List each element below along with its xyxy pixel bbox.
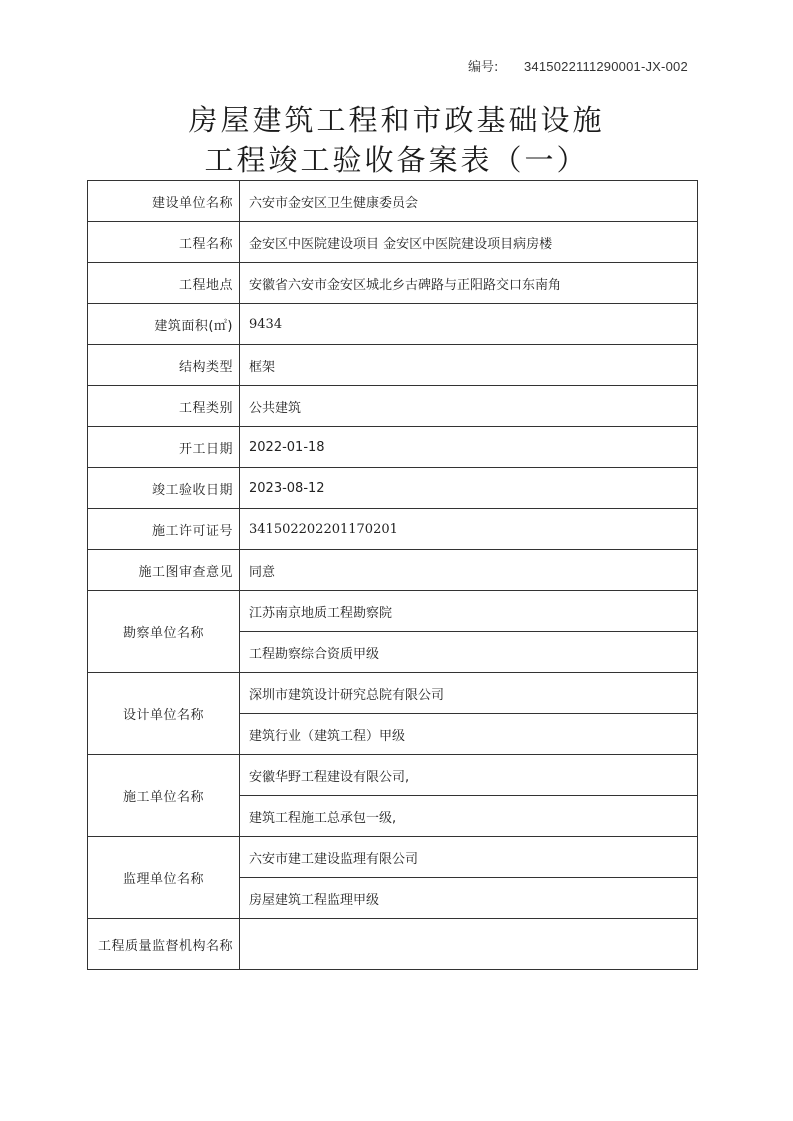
row-label: 竣工验收日期: [88, 468, 240, 509]
table-row: [88, 550, 698, 591]
row-value: 安徽省六安市金安区城北乡古碑路与正阳路交口东南角: [240, 263, 698, 304]
table-row: [88, 263, 698, 304]
table-row: [88, 386, 698, 427]
row-value: 公共建筑: [240, 386, 698, 427]
row-value: 9434: [240, 304, 698, 345]
table-row: [88, 345, 698, 386]
row-value: 2023-08-12: [240, 468, 698, 509]
unit-name: 江苏南京地质工程勘察院: [240, 591, 698, 632]
unit-name: 安徽华野工程建设有限公司,: [240, 755, 698, 796]
row-value: 框架: [240, 345, 698, 386]
table-row: [88, 509, 698, 550]
table-row: [88, 427, 698, 468]
unit-name: 深圳市建筑设计研究总院有限公司: [240, 673, 698, 714]
row-label: 开工日期: [88, 427, 240, 468]
table-row: [88, 755, 698, 796]
table-row: [88, 468, 698, 509]
table-row: [88, 673, 698, 714]
row-value: 六安市金安区卫生健康委员会: [240, 181, 698, 222]
serial-number: [468, 56, 768, 75]
serial-value: 3415022111290001-JX-002: [524, 59, 688, 74]
table-row: [88, 919, 698, 970]
unit-name: 六安市建工建设监理有限公司: [240, 837, 698, 878]
unit-label: 勘察单位名称: [88, 591, 240, 673]
supervision-label: 工程质量监督机构名称: [88, 919, 240, 970]
row-value: 341502202201170201: [240, 509, 698, 550]
filing-form-table: [87, 180, 698, 970]
row-label: 工程类别: [88, 386, 240, 427]
serial-label: 编号:: [468, 60, 499, 75]
row-label: 建筑面积(㎡): [88, 304, 240, 345]
table-row: [88, 304, 698, 345]
row-value: 同意: [240, 550, 698, 591]
unit-label: 施工单位名称: [88, 755, 240, 837]
table-row: [88, 222, 698, 263]
unit-qualification: 建筑行业（建筑工程）甲级: [240, 714, 698, 755]
row-label: 工程名称: [88, 222, 240, 263]
row-label: 工程地点: [88, 263, 240, 304]
unit-qualification: 建筑工程施工总承包一级,: [240, 796, 698, 837]
unit-qualification: 工程勘察综合资质甲级: [240, 632, 698, 673]
row-label: 施工许可证号: [88, 509, 240, 550]
row-label: 建设单位名称: [88, 181, 240, 222]
page-title-line2: 工程竣工验收备案表（一）: [204, 143, 589, 177]
supervision-value: [240, 919, 698, 970]
unit-label: 监理单位名称: [88, 837, 240, 919]
row-value: 金安区中医院建设项目 金安区中医院建设项目病房楼: [240, 222, 698, 263]
unit-qualification: 房屋建筑工程监理甲级: [240, 878, 698, 919]
row-label: 施工图审查意见: [88, 550, 240, 591]
table-row: [88, 837, 698, 878]
row-value: 2022-01-18: [240, 427, 698, 468]
table-row: [88, 181, 698, 222]
page-title-line1: 房屋建筑工程和市政基础设施: [188, 103, 605, 137]
row-label: 结构类型: [88, 345, 240, 386]
unit-label: 设计单位名称: [88, 673, 240, 755]
table-row: [88, 591, 698, 632]
